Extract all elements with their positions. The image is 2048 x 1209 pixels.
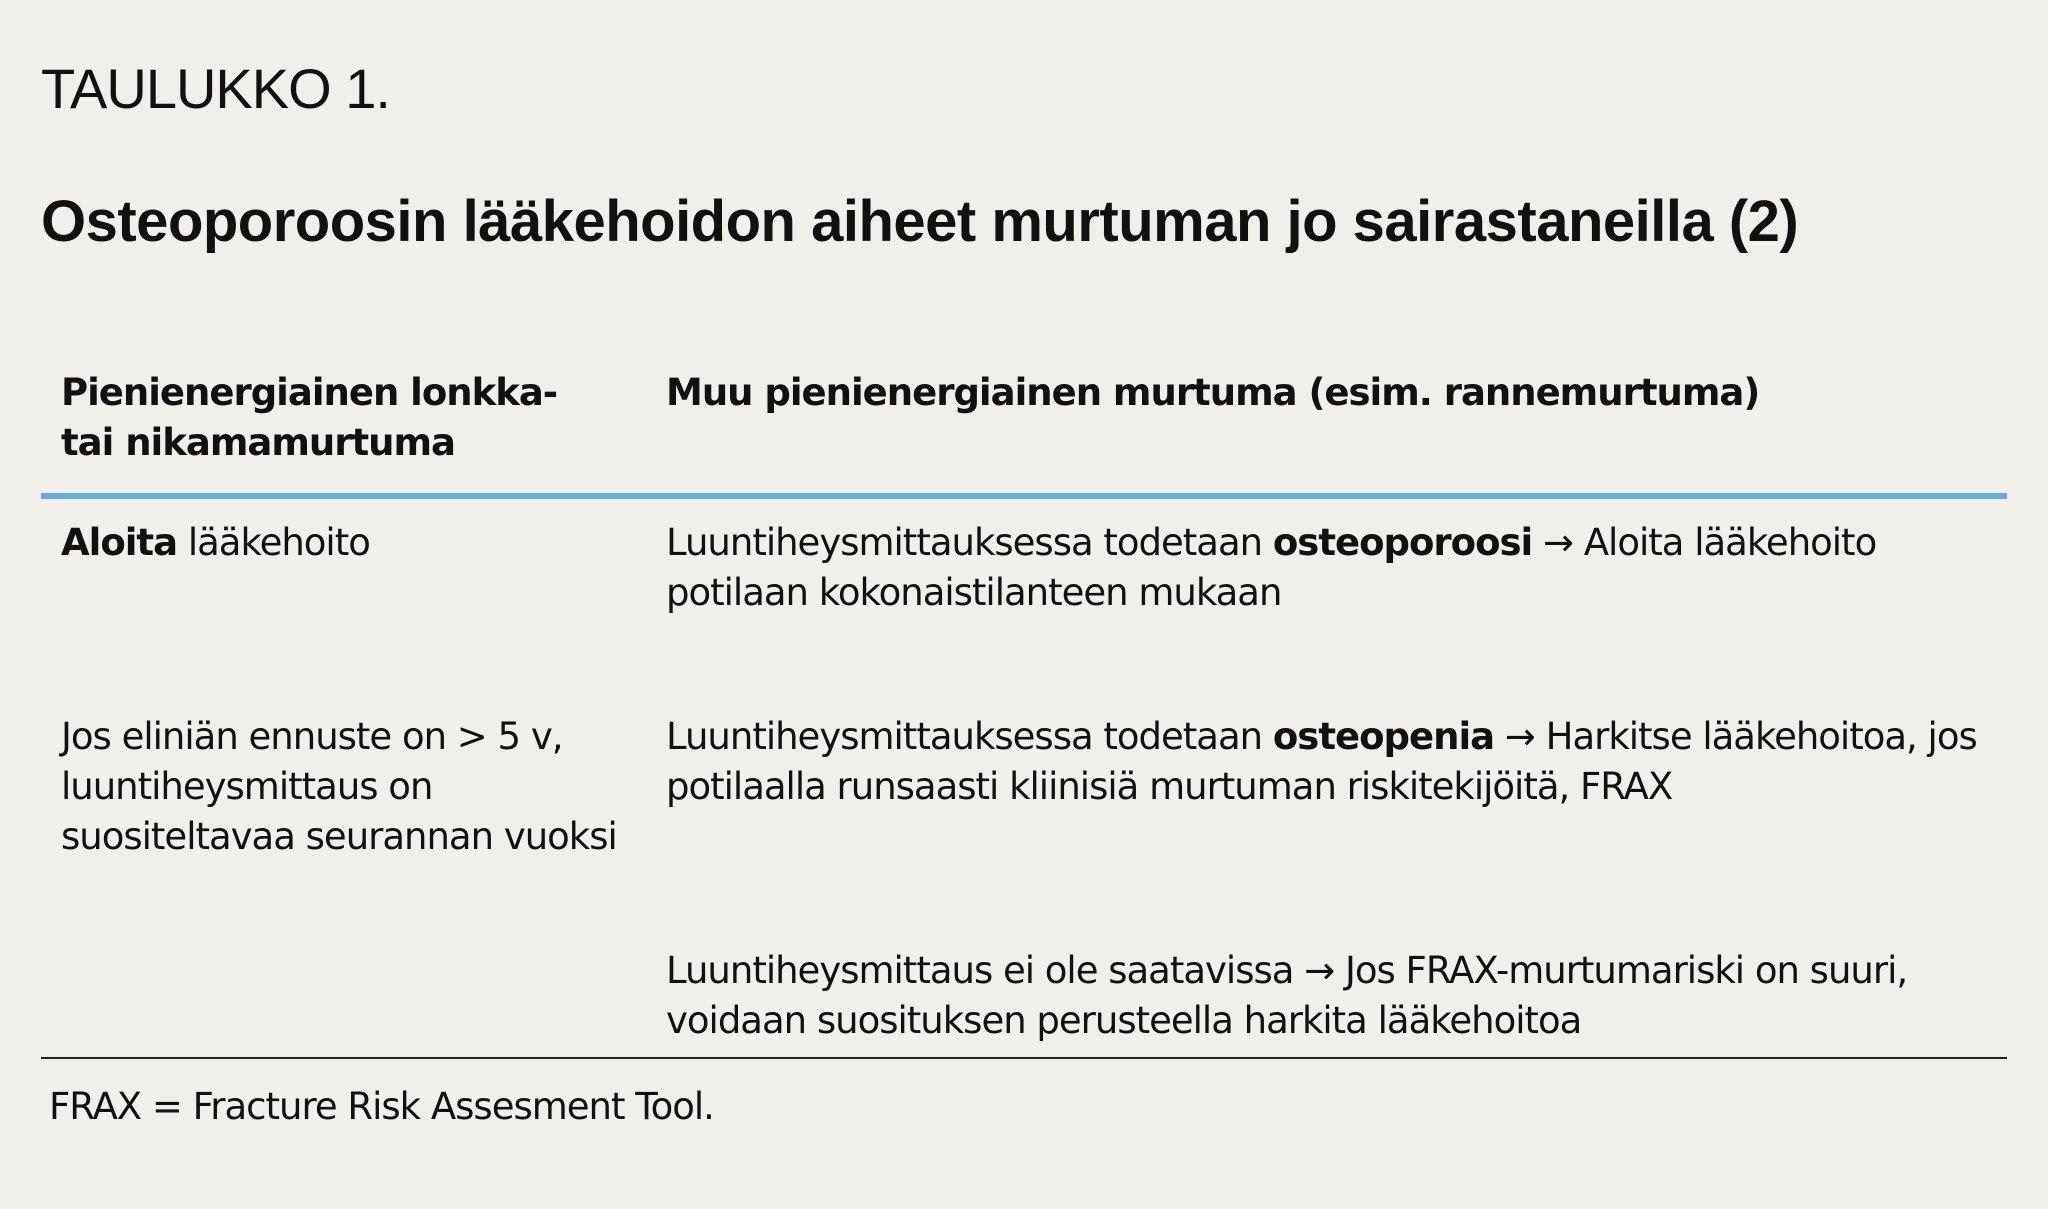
- row-1-left-cell: [61, 518, 621, 568]
- row-1-left-text: lääkehoito: [177, 521, 370, 564]
- row-2-right-emphasis: osteopenia: [1272, 715, 1495, 758]
- row-2-right-text-post: → Harkitse lääkehoitoa, jos potilaalla runsaasti kliinisiä murtuman riskitekijöitä, FRAX: [666, 715, 1977, 808]
- row-3-right-cell: Luuntiheysmittaus ei ole saatavissa → Jos FRAX-murtumariski on suuri, voidaan suosituksen perusteella harkita lääkehoitoa: [666, 949, 1908, 1042]
- row-2-left-cell: Jos eliniän ennuste on > 5 v, luuntiheysmittaus on suositeltavaa seurannan vuoksi: [61, 715, 617, 858]
- table-title: Osteoporoosin lääkehoidon aiheet murtuman jo sairastaneilla (2): [41, 189, 1799, 254]
- row-2-right-text-pre: Luuntiheysmittauksessa todetaan: [666, 715, 1273, 758]
- column-header-right: Muu pienienergiainen murtuma (esim. rannemurtuma): [666, 371, 1760, 414]
- row-1-left-emphasis: Aloita: [61, 521, 178, 564]
- table-label: TAULUKKO 1.: [41, 57, 390, 120]
- row-1-right-cell: [666, 518, 2006, 618]
- header-rule: [41, 493, 2007, 499]
- row-1-right-text-post: → Aloita lääkehoito potilaan kokonaistilanteen mukaan: [666, 521, 1877, 614]
- row-1-right-emphasis: osteoporoosi: [1272, 521, 1533, 564]
- bottom-rule: [41, 1057, 2007, 1059]
- row-2-right-cell: [666, 712, 2006, 812]
- footnote: FRAX = Fracture Risk Assesment Tool.: [49, 1085, 714, 1128]
- row-1-right-text-pre: Luuntiheysmittauksessa todetaan: [666, 521, 1273, 564]
- column-header-left: Pienienergiainen lonkka- tai nikamamurtuma: [61, 371, 558, 464]
